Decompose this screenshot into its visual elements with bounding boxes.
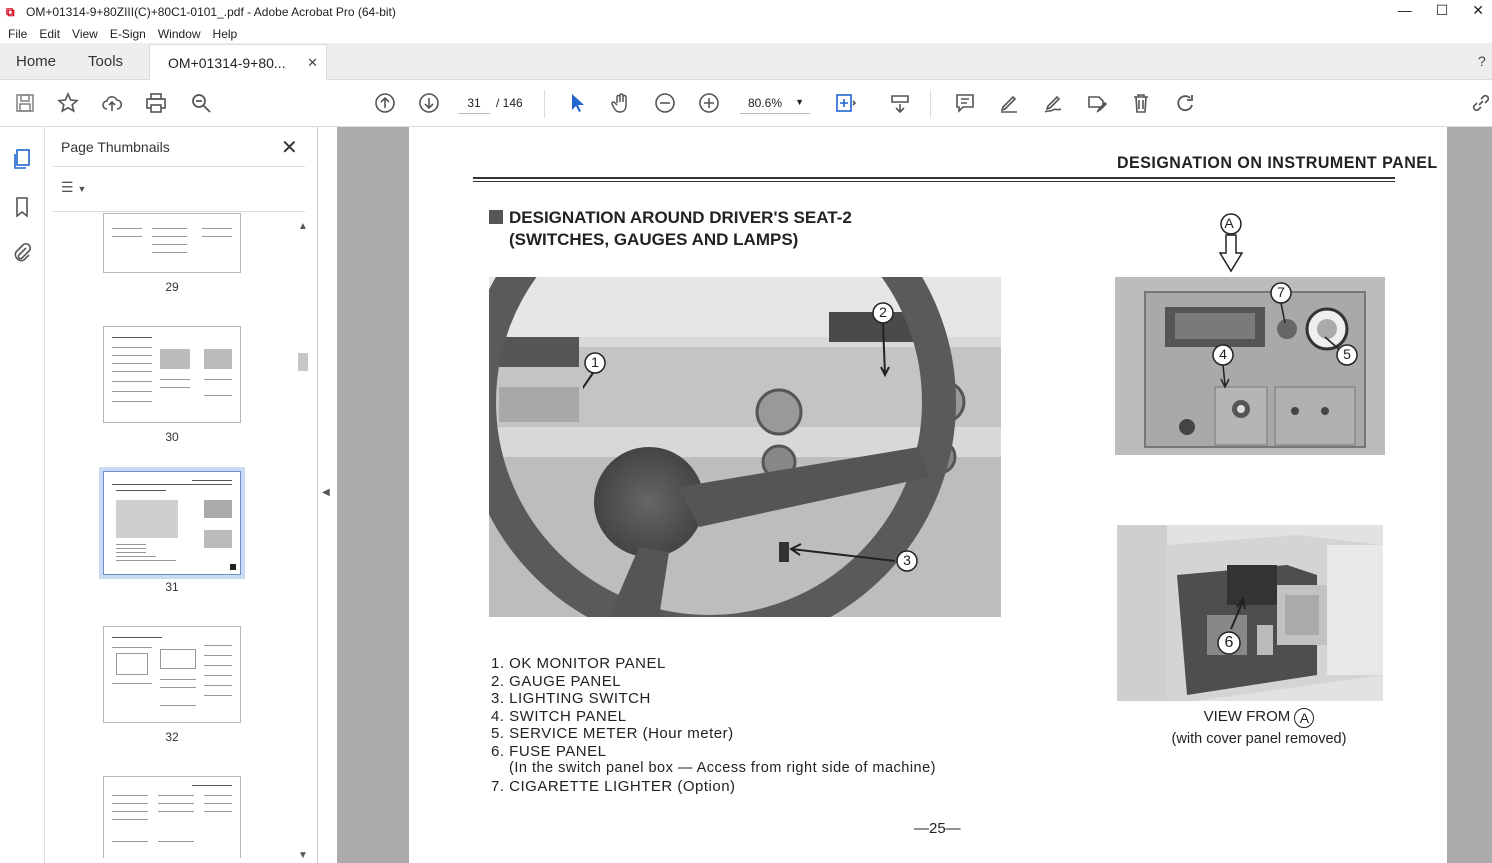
fit-page-icon[interactable]: [832, 90, 858, 116]
page-number-input[interactable]: 31: [458, 92, 490, 114]
thumbnail-page-30[interactable]: [103, 326, 241, 423]
callout-label-3: 3: [903, 552, 911, 568]
tab-document[interactable]: [149, 44, 327, 80]
edit-pdf-icon[interactable]: [1084, 90, 1110, 116]
page-total: / 146: [496, 96, 523, 110]
collapse-panel-icon[interactable]: ◀: [322, 487, 330, 498]
header-rule: [473, 181, 1395, 182]
minimize-button[interactable]: —: [1397, 2, 1412, 18]
highlight-pen-icon[interactable]: [996, 90, 1022, 116]
callout-label-5: 5: [1343, 346, 1351, 362]
tab-home[interactable]: Home: [16, 52, 57, 70]
thumbnail-list: [45, 213, 305, 858]
legend-item: 7. CIGARETTE LIGHTER (Option): [491, 777, 736, 795]
view-a-label: A: [1224, 215, 1234, 231]
panel-divider: [53, 211, 305, 212]
tab-bar: [0, 43, 1492, 80]
legend-subnote: (In the switch panel box — Access from right side of machine): [509, 760, 937, 776]
tab-tools[interactable]: Tools: [88, 52, 124, 70]
thumbnail-page-29[interactable]: [103, 213, 241, 273]
legend-item: 2. GAUGE PANEL: [491, 672, 622, 690]
section-title: DESIGNATION AROUND DRIVER'S SEAT-2 (SWITCHES, GAUGES AND LAMPS): [489, 207, 852, 251]
toolbar: [0, 80, 1492, 127]
navigation-rail: [0, 127, 45, 863]
list-options-icon: ☰: [61, 179, 74, 195]
window-title: OM+01314-9+80ZIII(C)+80C1-0101_.pdf - Adobe Acrobat Pro (64-bit): [26, 5, 396, 19]
hand-tool-icon[interactable]: [608, 90, 634, 116]
legend-item: 3. LIGHTING SWITCH: [491, 690, 651, 707]
link-icon[interactable]: [1468, 90, 1492, 116]
zoom-search-icon[interactable]: [188, 90, 214, 116]
header-rule: [473, 177, 1395, 179]
previous-page-icon[interactable]: [372, 90, 398, 116]
callout-label-4: 4: [1219, 346, 1227, 362]
redo-icon[interactable]: [1172, 90, 1198, 116]
attachments-icon[interactable]: [10, 241, 34, 265]
thumbnail-label: 32: [165, 730, 179, 744]
toolbar-divider: [544, 90, 545, 118]
help-icon[interactable]: ?: [1478, 53, 1486, 69]
scroll-down-icon[interactable]: ▼: [298, 850, 308, 861]
trash-icon[interactable]: [1128, 90, 1154, 116]
menu-esign[interactable]: E-Sign: [109, 26, 146, 41]
next-page-icon[interactable]: [416, 90, 442, 116]
menu-bar: [0, 24, 1492, 43]
thumbnail-label: 30: [165, 430, 179, 444]
callout-label-6: 6: [1224, 634, 1234, 651]
view-caption: VIEW FROM A (with cover panel removed): [1171, 708, 1347, 747]
page-header: DESIGNATION ON INSTRUMENT PANEL: [1117, 154, 1438, 173]
legend-item: 4. SWITCH PANEL: [491, 707, 627, 725]
sign-icon[interactable]: [1040, 90, 1066, 116]
menu-view[interactable]: View: [72, 26, 98, 41]
zoom-level-select[interactable]: [740, 92, 810, 114]
callout-label-2: 2: [879, 304, 887, 320]
menu-help[interactable]: Help: [212, 26, 238, 41]
close-icon[interactable]: ✕: [281, 137, 298, 159]
menu-window[interactable]: Window: [157, 26, 201, 41]
thumbnail-scrollbar[interactable]: [298, 221, 310, 861]
scrollbar-thumb[interactable]: [298, 353, 308, 371]
section-bullet-icon: [489, 210, 503, 224]
menu-file[interactable]: File: [8, 26, 28, 41]
window-controls: [1398, 2, 1484, 19]
tab-document-label: OM+01314-9+80...: [168, 54, 286, 71]
thumbnail-page-33[interactable]: [103, 776, 241, 858]
thumbnail-page-31[interactable]: [103, 471, 241, 575]
pdf-page: [409, 127, 1447, 863]
save-icon[interactable]: [12, 90, 38, 116]
bookmarks-icon[interactable]: [10, 195, 34, 219]
chevron-down-icon: ▼: [77, 184, 87, 194]
component-legend: [491, 655, 936, 795]
chevron-down-icon: ▼: [795, 97, 804, 107]
close-window-button[interactable]: ✕: [1472, 2, 1484, 18]
print-icon[interactable]: [143, 90, 169, 116]
panel-title: Page Thumbnails: [61, 139, 170, 155]
maximize-button[interactable]: ☐: [1435, 2, 1449, 18]
thumbnail-label: 31: [165, 580, 179, 594]
document-view[interactable]: [337, 127, 1492, 863]
legend-item: 5. SERVICE METER (Hour meter): [491, 725, 734, 742]
select-cursor-icon[interactable]: [564, 90, 590, 116]
scroll-mode-icon[interactable]: [887, 90, 913, 116]
zoom-in-icon[interactable]: [696, 90, 722, 116]
close-icon[interactable]: ✕: [307, 54, 319, 70]
menu-edit[interactable]: Edit: [39, 26, 61, 41]
callout-label-1: 1: [591, 354, 599, 370]
printed-page-number: —25—: [914, 820, 961, 837]
star-icon[interactable]: [55, 90, 81, 116]
title-bar: [0, 0, 1492, 24]
zoom-level-value: 80.6%: [748, 95, 783, 110]
acrobat-icon: ⧉: [6, 5, 15, 19]
page-thumbnails-panel: [45, 127, 318, 863]
zoom-out-icon[interactable]: [652, 90, 678, 116]
comment-icon[interactable]: [952, 90, 978, 116]
thumbnail-page-32[interactable]: [103, 626, 241, 723]
callout-label-7: 7: [1277, 284, 1285, 300]
thumbnail-options-button[interactable]: [61, 179, 86, 196]
page-thumbnails-icon[interactable]: [10, 147, 34, 171]
thumbnail-label: 29: [165, 280, 179, 294]
upload-cloud-icon[interactable]: [99, 90, 125, 116]
legend-item: 6. FUSE PANEL: [491, 742, 607, 760]
panel-divider: [53, 166, 305, 167]
view-caption-marker: A: [1294, 708, 1314, 728]
legend-item: 1. OK MONITOR PANEL: [491, 655, 666, 672]
toolbar-divider: [930, 90, 931, 118]
scroll-up-icon[interactable]: ▲: [298, 221, 308, 232]
